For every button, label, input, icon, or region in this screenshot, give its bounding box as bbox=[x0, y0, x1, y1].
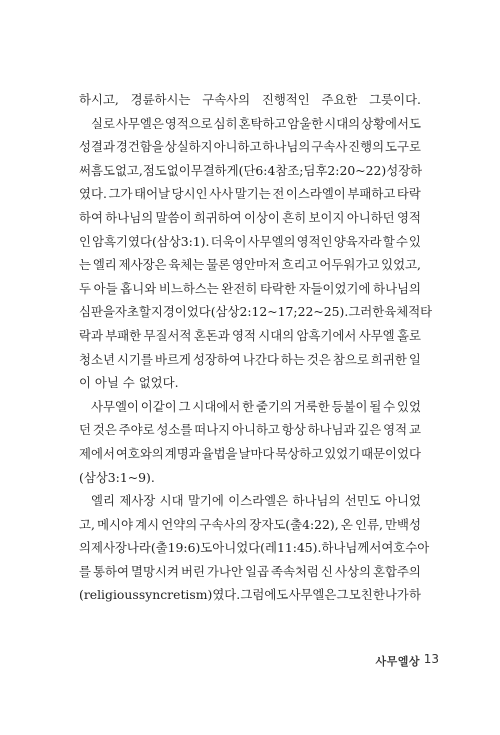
word: 비느하스는 bbox=[158, 280, 219, 296]
word: 여호와의 bbox=[115, 445, 164, 461]
word: 깊은 bbox=[357, 422, 382, 438]
text-line bbox=[79, 277, 421, 301]
word: 항상 bbox=[281, 422, 306, 438]
word: 22~25). bbox=[297, 304, 349, 320]
word: 수 bbox=[395, 233, 408, 249]
word: 흔히 bbox=[282, 209, 307, 225]
word: 양육자라 bbox=[333, 233, 382, 249]
word: 말기는 bbox=[234, 186, 271, 202]
word: 하는 bbox=[280, 351, 305, 367]
word: 암울한 bbox=[287, 115, 324, 131]
word: 혼돈과 bbox=[193, 327, 230, 343]
word: 영적인 bbox=[296, 233, 333, 249]
word: 는 bbox=[79, 257, 91, 273]
page-footer bbox=[0, 651, 500, 673]
word: 하나님의 bbox=[105, 209, 154, 225]
word: 경륜하시는 bbox=[130, 92, 191, 107]
word: 여호수아 bbox=[381, 540, 430, 556]
word: 사무엘의 bbox=[247, 233, 296, 249]
word: 경건함을 bbox=[115, 139, 164, 155]
word: 이상이 bbox=[243, 209, 280, 225]
word: 태어날 bbox=[134, 186, 171, 202]
word: 보이지 bbox=[308, 209, 345, 225]
word: 성장하여 bbox=[192, 351, 241, 367]
word: 주야로 bbox=[118, 422, 155, 438]
text-line bbox=[79, 489, 421, 513]
word: 완전히 bbox=[221, 280, 258, 296]
word: syncretism)였다. bbox=[138, 587, 241, 603]
word: 홀로 bbox=[396, 327, 421, 343]
word: 교 bbox=[408, 422, 421, 438]
text-line bbox=[79, 418, 421, 442]
word: 율법을 bbox=[201, 445, 238, 461]
text-line bbox=[79, 300, 433, 324]
word: 던 bbox=[79, 422, 91, 438]
word: 있었 bbox=[397, 398, 421, 414]
text-line bbox=[79, 536, 430, 560]
word: 전 bbox=[272, 186, 285, 202]
word: 하시고, bbox=[79, 92, 119, 107]
word: 부패하고 bbox=[347, 186, 396, 202]
word: 영적 bbox=[383, 422, 408, 438]
word: 타 bbox=[420, 304, 433, 320]
word: 구속사의 bbox=[202, 92, 251, 107]
word: 진행의 bbox=[348, 139, 385, 155]
word: 엘리 bbox=[92, 257, 117, 273]
word: 구속사 bbox=[311, 139, 348, 155]
word: 하나님과 bbox=[307, 422, 356, 438]
word: 락과 bbox=[79, 327, 103, 343]
word: 실로 bbox=[91, 115, 115, 131]
word: 한나가 bbox=[372, 587, 409, 603]
word: 때문이었다 bbox=[361, 445, 421, 461]
word: 육체는 bbox=[168, 257, 205, 273]
word: 제에서 bbox=[79, 445, 115, 461]
word: 딤후2:20~22) bbox=[303, 162, 387, 178]
text-line bbox=[79, 324, 421, 348]
word: 흐리고 bbox=[281, 257, 318, 273]
word: 영적 bbox=[232, 327, 256, 343]
word: 말기에 bbox=[187, 493, 224, 509]
word: 아니었 bbox=[385, 493, 421, 509]
word: 나간다 bbox=[242, 351, 279, 367]
word: 혼합주의 bbox=[372, 563, 421, 579]
word: 아니하고 bbox=[232, 422, 280, 438]
word: 그가 bbox=[108, 186, 133, 202]
text-line bbox=[79, 253, 421, 277]
word: 부패한 bbox=[105, 327, 142, 343]
word: 하나님께서 bbox=[321, 540, 382, 556]
word: 지경이었다(삼상2:12~17; bbox=[150, 304, 298, 320]
word: 한 bbox=[242, 398, 255, 414]
word: 심판을 bbox=[79, 304, 115, 320]
text-line bbox=[79, 88, 421, 112]
text-line bbox=[79, 395, 421, 419]
word: 말씀이 bbox=[155, 209, 192, 225]
word: 하나님의 bbox=[292, 493, 341, 509]
word: 아들 bbox=[93, 280, 118, 296]
word: 사무엘 bbox=[358, 327, 395, 343]
word: 당시인 bbox=[171, 186, 208, 202]
word: 없이 bbox=[166, 162, 191, 178]
word: 어두워가고 bbox=[319, 257, 380, 273]
word: 암흑기에서 bbox=[296, 327, 357, 343]
word: 를 bbox=[79, 563, 91, 579]
word: 제사장 bbox=[90, 540, 127, 556]
word: 도구로 bbox=[385, 139, 421, 155]
word: 무질서적 bbox=[143, 327, 192, 343]
word: 이스라엘은 bbox=[228, 493, 289, 509]
word: 계시 bbox=[135, 516, 160, 532]
word: 버린 bbox=[180, 563, 205, 579]
word: 참으로 bbox=[332, 351, 369, 367]
word: 아니하던 bbox=[346, 209, 395, 225]
word: 점도 bbox=[142, 162, 167, 178]
word: 육체적 bbox=[384, 304, 421, 320]
word: 있었고, bbox=[381, 257, 421, 273]
word: 있 bbox=[408, 233, 421, 249]
word: 의 bbox=[79, 540, 91, 556]
word: (religious bbox=[79, 587, 139, 603]
word: 그 bbox=[178, 398, 191, 414]
word: 인류, bbox=[355, 516, 383, 532]
text-line bbox=[79, 135, 421, 159]
word: 가나안 bbox=[207, 563, 243, 579]
word: 타락 bbox=[396, 186, 421, 202]
word: 사무엘이 bbox=[91, 398, 139, 414]
text-line bbox=[79, 159, 421, 183]
text-line bbox=[79, 583, 421, 607]
word: 시대의 bbox=[324, 115, 361, 131]
text-line bbox=[79, 442, 421, 466]
word: 영적으로 bbox=[164, 115, 213, 131]
word: 성장하 bbox=[386, 162, 423, 178]
word: 온 bbox=[340, 516, 353, 532]
word: 영적 bbox=[396, 209, 421, 225]
body-text bbox=[79, 88, 433, 607]
word: 등불이 bbox=[331, 398, 368, 414]
word: 진행적인 bbox=[261, 92, 310, 107]
word: 청소년 bbox=[79, 351, 115, 367]
word: 선민도 bbox=[344, 493, 381, 509]
word: 였다. bbox=[79, 186, 107, 202]
word: 묵상하고 bbox=[275, 445, 324, 461]
word: 희귀하여 bbox=[193, 209, 242, 225]
word: 물론 bbox=[206, 257, 231, 273]
word: 계명과 bbox=[164, 445, 201, 461]
word: 주요한 bbox=[321, 92, 358, 107]
word: 모친 bbox=[348, 587, 373, 603]
word: 거룩한 bbox=[293, 398, 330, 414]
text-line bbox=[79, 230, 421, 254]
word: 성결과 bbox=[79, 139, 115, 155]
word: 영안마저 bbox=[231, 257, 280, 273]
word: 시대의 bbox=[258, 327, 295, 343]
word: 그 bbox=[336, 587, 349, 603]
word: 것은 bbox=[306, 351, 331, 367]
word: 있었기 bbox=[324, 445, 361, 461]
word: 그럼에도 bbox=[240, 587, 289, 603]
running-title: 사무엘상 bbox=[375, 655, 420, 668]
word: 멸망시켜 bbox=[131, 563, 179, 579]
word: 제사장은 bbox=[118, 257, 167, 273]
word: 암흑기였다(삼상3:1). bbox=[92, 233, 210, 249]
word: 고, bbox=[79, 516, 95, 532]
word: 수 bbox=[383, 398, 396, 414]
word: 아니었다(레11:45). bbox=[212, 540, 322, 556]
word: 그릇이다. bbox=[369, 92, 421, 107]
text-line bbox=[79, 560, 421, 584]
word: 심히 bbox=[213, 115, 238, 131]
word: 나라(출19:6)도 bbox=[126, 540, 213, 556]
word: 바르게 bbox=[154, 351, 191, 367]
text-line: 이 아닐 수 없었다. bbox=[79, 375, 179, 391]
word: 시기를 bbox=[116, 351, 153, 367]
word: 신 bbox=[320, 563, 333, 579]
word: 두 bbox=[79, 280, 91, 296]
word: 하 bbox=[408, 587, 421, 603]
word: 줄기의 bbox=[255, 398, 292, 414]
word: 할 bbox=[382, 233, 395, 249]
word: 하나님의 bbox=[373, 280, 421, 296]
word: 시대 bbox=[159, 493, 184, 509]
word: 사상의 bbox=[335, 563, 371, 579]
word: 혼탁하고 bbox=[238, 115, 287, 131]
word: 자들이었기에 bbox=[298, 280, 371, 296]
page-number: 13 bbox=[423, 652, 439, 666]
word: 이같이 bbox=[140, 398, 177, 414]
word: 하여 bbox=[79, 209, 103, 225]
word: 타락한 bbox=[260, 280, 296, 296]
word: 될 bbox=[369, 398, 382, 414]
word: 제사장 bbox=[119, 493, 156, 509]
word: 날마다 bbox=[238, 445, 275, 461]
word: 장자도(출4:22), bbox=[249, 516, 339, 532]
word: 일 bbox=[408, 351, 421, 367]
word: 시대에서 bbox=[192, 398, 241, 414]
word: 떠나지 bbox=[194, 422, 231, 438]
word: 사무엘은 bbox=[115, 115, 164, 131]
text-line bbox=[79, 348, 421, 372]
word: 메시야 bbox=[97, 516, 133, 532]
word: 더욱이 bbox=[210, 233, 247, 249]
word: 희귀한 bbox=[370, 351, 407, 367]
word: 상실하지 bbox=[164, 139, 213, 155]
word: 써 bbox=[79, 162, 91, 178]
text-line bbox=[79, 112, 421, 136]
word: 홉니와 bbox=[120, 280, 157, 296]
text-line: (삼상3:1~9). bbox=[79, 469, 155, 485]
word: 통하여 bbox=[93, 563, 129, 579]
word: 만백성 bbox=[385, 516, 421, 532]
word: 인 bbox=[79, 233, 91, 249]
word: 상황에서도 bbox=[361, 115, 421, 131]
text-line bbox=[79, 206, 421, 230]
word: 아니하고 bbox=[213, 139, 262, 155]
word: 하나님의 bbox=[262, 139, 311, 155]
word: 없고, bbox=[114, 162, 143, 178]
word: 그러한 bbox=[348, 304, 385, 320]
word: 사무엘은 bbox=[288, 587, 337, 603]
word: 사사 bbox=[209, 186, 234, 202]
word: 무결하게(단6:4참조; bbox=[190, 162, 304, 178]
text-line bbox=[79, 182, 421, 206]
word: 일곱 bbox=[244, 563, 269, 579]
word: 것은 bbox=[92, 422, 117, 438]
word: 구속사의 bbox=[199, 516, 248, 532]
word: 언약의 bbox=[161, 516, 198, 532]
word: 엘리 bbox=[91, 493, 115, 509]
word: 족속처럼 bbox=[271, 563, 319, 579]
word: 성소를 bbox=[156, 422, 193, 438]
word: 흠도 bbox=[90, 162, 115, 178]
word: 이스라엘이 bbox=[285, 186, 346, 202]
text-line bbox=[79, 513, 421, 537]
word: 자초할 bbox=[114, 304, 151, 320]
